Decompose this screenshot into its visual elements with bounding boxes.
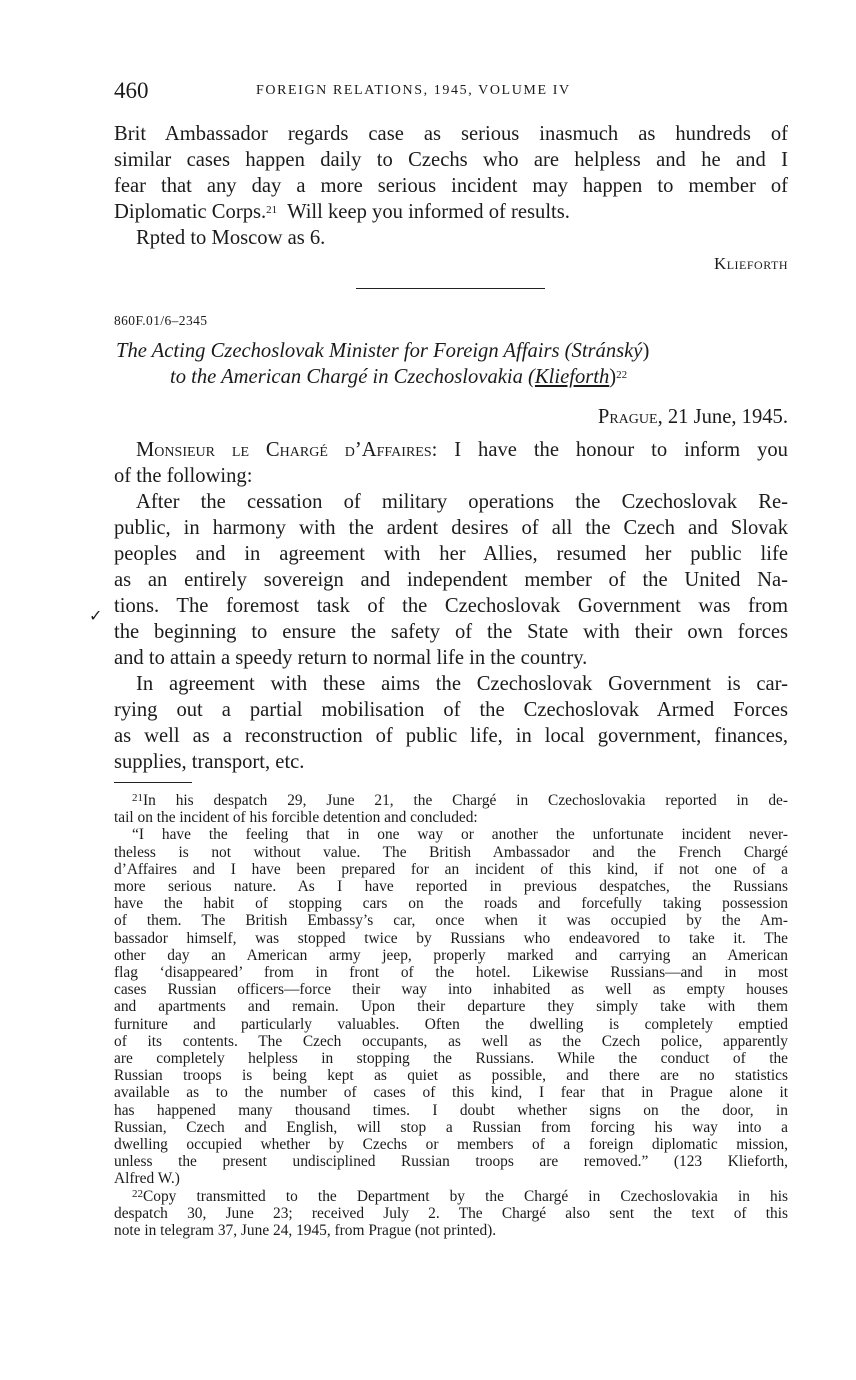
paragraph-1-line: the beginning to ensure the safety of the State with their own forces (114, 621, 788, 643)
footnote-21-number: 21 (132, 792, 143, 804)
salutation-address: Monsieur le Chargé d’Affaires (136, 439, 432, 461)
running-head: FOREIGN RELATIONS, 1945, VOLUME IV (256, 83, 571, 98)
repeat-line: Rpted to Moscow as 6. (136, 227, 326, 249)
footnote-21-line: Alfred W.) (114, 1170, 180, 1188)
title-paren: ) (609, 366, 617, 388)
footnote-21-line: cases Russian officers—force their way into inhabited as well as empty houses (114, 981, 788, 999)
footnote-ref-22: 22 (616, 369, 628, 381)
footnote-22-line: note in telegram 37, June 24, 1945, from Prague (not printed). (114, 1222, 497, 1240)
footnote-21-line: of its contents. The Czech occupants, as well as the Czech police, apparently (114, 1032, 788, 1050)
paragraph-2-line: In agreement with these aims the Czechoslovak Government is car- (136, 673, 788, 695)
intro-last-text: Diplomatic Corps. (114, 201, 267, 223)
signature: Klieforth (713, 254, 788, 273)
footnote-21-line: Russian troops is being kept as quiet as possible, and there are no statistics (114, 1067, 788, 1085)
footnote-21-line: “I have the feeling that in one way or another the unfortunate incident never- (132, 826, 788, 844)
footnote-21-line (114, 792, 788, 809)
footnote-21-line: flag ‘disappeared’ from in front of the hotel. Likewise Russians—and in most (114, 964, 788, 982)
dateline-place: Prague (597, 406, 658, 428)
paragraph-2-line: rying out a partial mobilisation of the Czechoslovak Armed Forces (114, 699, 788, 721)
dateline-date: , 21 June, 1945. (657, 406, 788, 428)
paragraph-2-line: supplies, transport, etc. (114, 751, 305, 773)
paragraph-2-line: as well as a reconstruction of public life, in local government, finances, (114, 725, 788, 747)
paragraph-1-line: After the cessation of military operations the Czechoslovak Re- (136, 491, 788, 513)
paragraph-1-line: peoples and in agreement with her Allies, resumed her public life (114, 543, 788, 565)
footnote-21-line: d’Affaires and I have been prepared for an incident of this kind, if not one of a (114, 860, 788, 878)
title-name: Klieforth (534, 366, 610, 388)
title-name: Stránský (571, 340, 643, 362)
footnote-21-line: more serious nature. As I have reported in previous despatches, the Russians (114, 878, 788, 896)
letter-body (114, 437, 788, 775)
paragraph-1-line: tions. The foremost task of the Czechoslovak Government was from (114, 595, 788, 617)
footnote-21-line: Russian, Czech and English, will stop a Russian from forcing his way into a (114, 1118, 788, 1136)
footnote-21-line: unless the present undisciplined Russian troops are removed.” (123 Klieforth, (114, 1153, 788, 1171)
intro-line: fear that any day a more serious incident may happen to member of (114, 175, 788, 197)
section-divider (356, 288, 545, 289)
paragraph-1-line: public, in harmony with the ardent desires of all the Czech and Slovak (114, 517, 788, 539)
footnote-22-line: despatch 30, June 23; received July 2. The Chargé also sent the text of this (114, 1204, 788, 1222)
dateline (598, 404, 788, 430)
footnote-21-line: dwelling occupied whether by Czechs or members of a foreign diplomatic mission, (114, 1136, 788, 1154)
footnote-21-line: bassador himself, was stopped twice by Russians who endeavored to take it. The (114, 929, 788, 947)
paragraph-1-line: as an entirely sovereign and independent member of the United Na- (114, 569, 788, 591)
footnote-21-line: of them. The British Embassy’s car, once when it was occupied by the Am- (114, 912, 788, 930)
footnote-21-line: furniture and particularly valuables. Often the dwelling is completely emptied (114, 1015, 788, 1033)
footnote-22-line (114, 1188, 788, 1205)
salutation-line (114, 437, 788, 463)
document-title (114, 338, 788, 390)
document-title-line-2 (114, 364, 788, 390)
footnote-21-line: and apartments and remain. Upon their departure they simply take with them (114, 998, 788, 1016)
salutation-text: : I have the honour to inform you (431, 439, 788, 461)
intro-paragraph (114, 121, 788, 251)
footnote-21-line: theless is not without value. The British Ambassador and the French Chargé (114, 843, 788, 861)
footnote-21-line: has happened many thousand times. I doubt whether signs on the door, in (114, 1101, 788, 1119)
paragraph-1-line: and to attain a speedy return to normal life in the country. (114, 647, 588, 669)
footnote-22-number: 22 (132, 1187, 143, 1200)
footnote-21-line: other day an American army jeep, properly marked and carrying an American (114, 946, 788, 964)
footnote-text: In his despatch 29, June 21, the Chargé in Czechoslovakia reported in de- (143, 792, 788, 809)
footnote-text: Copy transmitted to the Department by the Chargé in Czechoslovakia in his (143, 1187, 788, 1205)
intro-line: similar cases happen daily to Czechs who are helpless and he and I (114, 149, 788, 171)
footnotes (114, 792, 788, 1239)
footnote-ref-21: 21 (266, 204, 278, 216)
intro-line-last (114, 199, 788, 225)
footnote-21-line: have the habit of stopping cars on the roads and forcefully taking possession (114, 895, 788, 913)
title-paren: ) (642, 340, 650, 362)
title-text: to the American Chargé in Czechoslovakia ( (170, 366, 535, 388)
file-number: 860F.01/6–2345 (114, 313, 208, 328)
page-header (114, 76, 788, 106)
salutation-line-2: of the following: (114, 465, 253, 487)
intro-line: Brit Ambassador regards case as serious inasmuch as hundreds of (114, 123, 788, 145)
footnote-21-line: are completely helpless in stopping the Russians. While the conduct of the (114, 1050, 788, 1068)
intro-last-tail: Will keep you informed of results. (277, 201, 570, 223)
margin-check-mark: ✓ (89, 608, 103, 625)
page-number: 460 (114, 78, 149, 103)
document-title-line-1 (114, 338, 788, 364)
footnote-divider (114, 782, 192, 783)
footnote-21-line: available as to the number of cases of this kind, I fear that in Prague alone it (114, 1084, 788, 1102)
title-text: The Acting Czechoslovak Minister for Foreign Affairs ( (116, 340, 572, 362)
footnote-21-line: tail on the incident of his forcible detention and concluded: (114, 809, 478, 827)
